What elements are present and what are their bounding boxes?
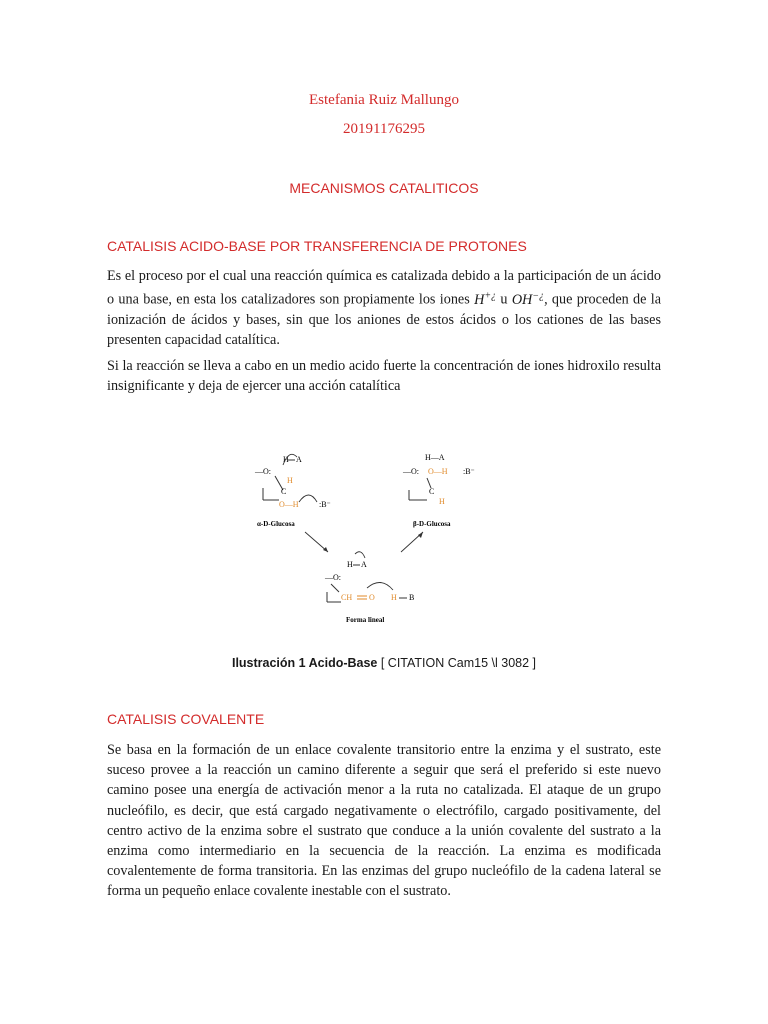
ion-base: H (474, 291, 485, 308)
alpha-glucose-structure (254, 454, 331, 528)
label-linear-form: Forma lineal (346, 616, 385, 624)
atom-a: A (296, 455, 302, 464)
label-alpha-glucose: α-D-Glucosa (257, 520, 295, 528)
figure-caption (0, 656, 768, 670)
caption-citation: [ CITATION Cam15 \l 3082 ] (377, 656, 537, 670)
group-o-h: O—H (279, 500, 299, 509)
atom-a: A (361, 560, 367, 569)
linear-form-structure (324, 552, 414, 624)
text-segment: Es el proceso por el cual una reacción química es catalizada debido a la participación de un ácido o una base, en esta los catalizadores son propiamente los iones (107, 268, 661, 308)
atom-b: B (409, 593, 415, 602)
ion-hydroxide (512, 292, 544, 308)
document-title: MECANISMOS CATALITICOS (289, 180, 479, 196)
group-o-h: O—H (428, 467, 448, 476)
section-heading-covalent: CATALISIS COVALENTE (107, 711, 265, 727)
ion-superscript: +¿ (484, 290, 497, 302)
group-o-colon: —O: (255, 467, 271, 476)
atom-h-highlight: H (439, 497, 445, 506)
atom-h: H (283, 455, 289, 464)
beta-glucose-structure (402, 453, 475, 528)
group-h-a: H—A (425, 453, 445, 462)
atom-h-highlight: H (391, 593, 397, 602)
atom-o: O (369, 593, 375, 602)
arrow-head (418, 532, 423, 538)
atom-h-highlight: H (287, 476, 293, 485)
label-beta-glucose: β-D-Glucosa (413, 520, 451, 528)
atom-c: C (281, 487, 287, 496)
curved-arrow (299, 495, 317, 502)
text-segment: u (496, 291, 512, 308)
group-o-colon: —O: (403, 467, 419, 476)
curved-arrow (355, 552, 365, 558)
text-segment: , que proceden de la ionización de ácidos y bases, sin que los aniones de estos ácidos o los cationes de las bases presenten capacidad catalítica. (107, 291, 662, 349)
group-o-colon: —O: (325, 573, 341, 582)
caption-label: Ilustración 1 Acido-Base (231, 656, 378, 670)
author-name: Estefania Ruiz Mallungo (309, 92, 459, 108)
paragraph-covalent: Se basa en la formación de un enlace covalente transitorio entre la enzima y el sustrato, este suceso provee a la reacción un camino diferente a seguir que será el preferido si este nuevo camino posee una energía de activación menor a la ruta no catalizada. El ataque de un grupo nucleófilo, es decir, que está cargado negativamente o electrófilo, cargado positivamente, del centro activo de la enzima sobre el sustrato que conduce a la unión covalente del sustrato a la enzima como intermediario en la secuencia de la reacción. La enzima es modificada covalentemente de forma transitoria. En las enzimas del grupo nucleófilo de la cadena lateral se forma un pequeño enlace covalente inestable con el sustrato. (107, 742, 661, 900)
atom-h: H (347, 560, 353, 569)
atom-b: :B⁻ (319, 500, 331, 509)
paragraph-acid-medium: Si la reacción se lleva a cabo en un medio acido fuerte la concentración de iones hidroxilo resulta insignificante y deja de ejercer una acción catalítica (107, 358, 661, 395)
section-heading-acid-base: CATALISIS ACIDO-BASE POR TRANSFERENCIA DE PROTONES (107, 238, 527, 254)
paragraph-acid-base-intro (107, 266, 661, 351)
ion-hydrogen (474, 292, 496, 308)
atom-ch: CH (341, 593, 353, 602)
atom-c: C (429, 487, 435, 496)
student-id: 20191176295 (343, 121, 425, 137)
ion-superscript: −¿ (532, 290, 545, 302)
bond-line (331, 584, 339, 592)
curved-arrow (367, 582, 393, 590)
atom-b: :B⁻ (463, 467, 475, 476)
ion-base: OH (511, 291, 533, 308)
acid-base-mechanism-figure (243, 432, 513, 632)
